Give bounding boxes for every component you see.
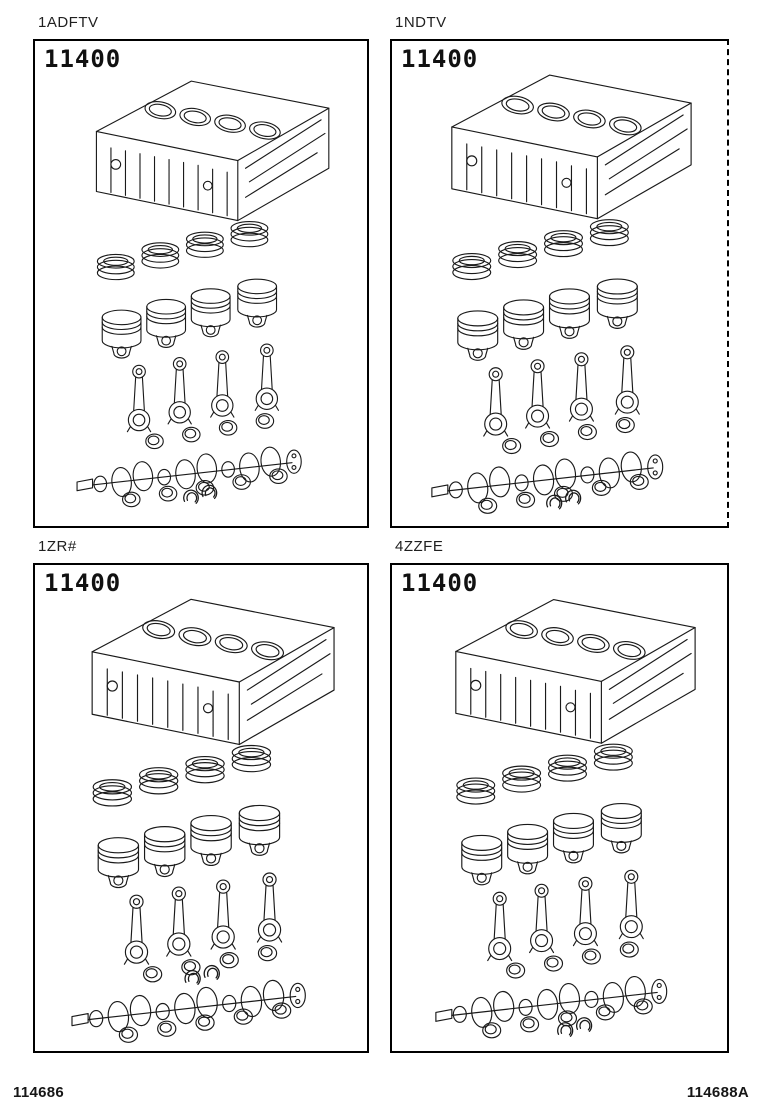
engine-code-label: 1NDTV — [395, 14, 447, 31]
engine-code-label: 1ZR# — [38, 538, 77, 555]
figure-frame — [33, 563, 369, 1053]
figure-frame — [390, 563, 729, 1053]
figure-frame — [33, 39, 369, 528]
engine-code-label: 1ADFTV — [38, 14, 99, 31]
figure-reference-code-right: 114688A — [686, 1084, 749, 1101]
engine-exploded-illustration — [392, 41, 727, 526]
engine-exploded-illustration — [396, 565, 731, 1051]
figure-panel-1ndtv — [390, 13, 729, 528]
engine-exploded-illustration — [38, 46, 363, 521]
part-number-callout: 11400 — [401, 45, 479, 73]
engine-code-label: 4ZZFE — [395, 538, 444, 555]
figure-panel-4zzfe — [390, 537, 729, 1053]
figure-panel-1adftv — [33, 13, 369, 528]
thrust-washers-icon — [547, 490, 581, 509]
part-number-callout: 11400 — [401, 569, 479, 597]
figure-panel-1zr — [33, 537, 369, 1053]
figure-frame — [390, 39, 729, 528]
engine-exploded-illustration — [32, 562, 371, 1058]
part-number-callout: 11400 — [44, 45, 122, 73]
part-number-callout: 11400 — [44, 569, 122, 597]
figure-reference-code-left: 114686 — [13, 1084, 65, 1101]
thrust-washers-icon — [185, 966, 219, 985]
